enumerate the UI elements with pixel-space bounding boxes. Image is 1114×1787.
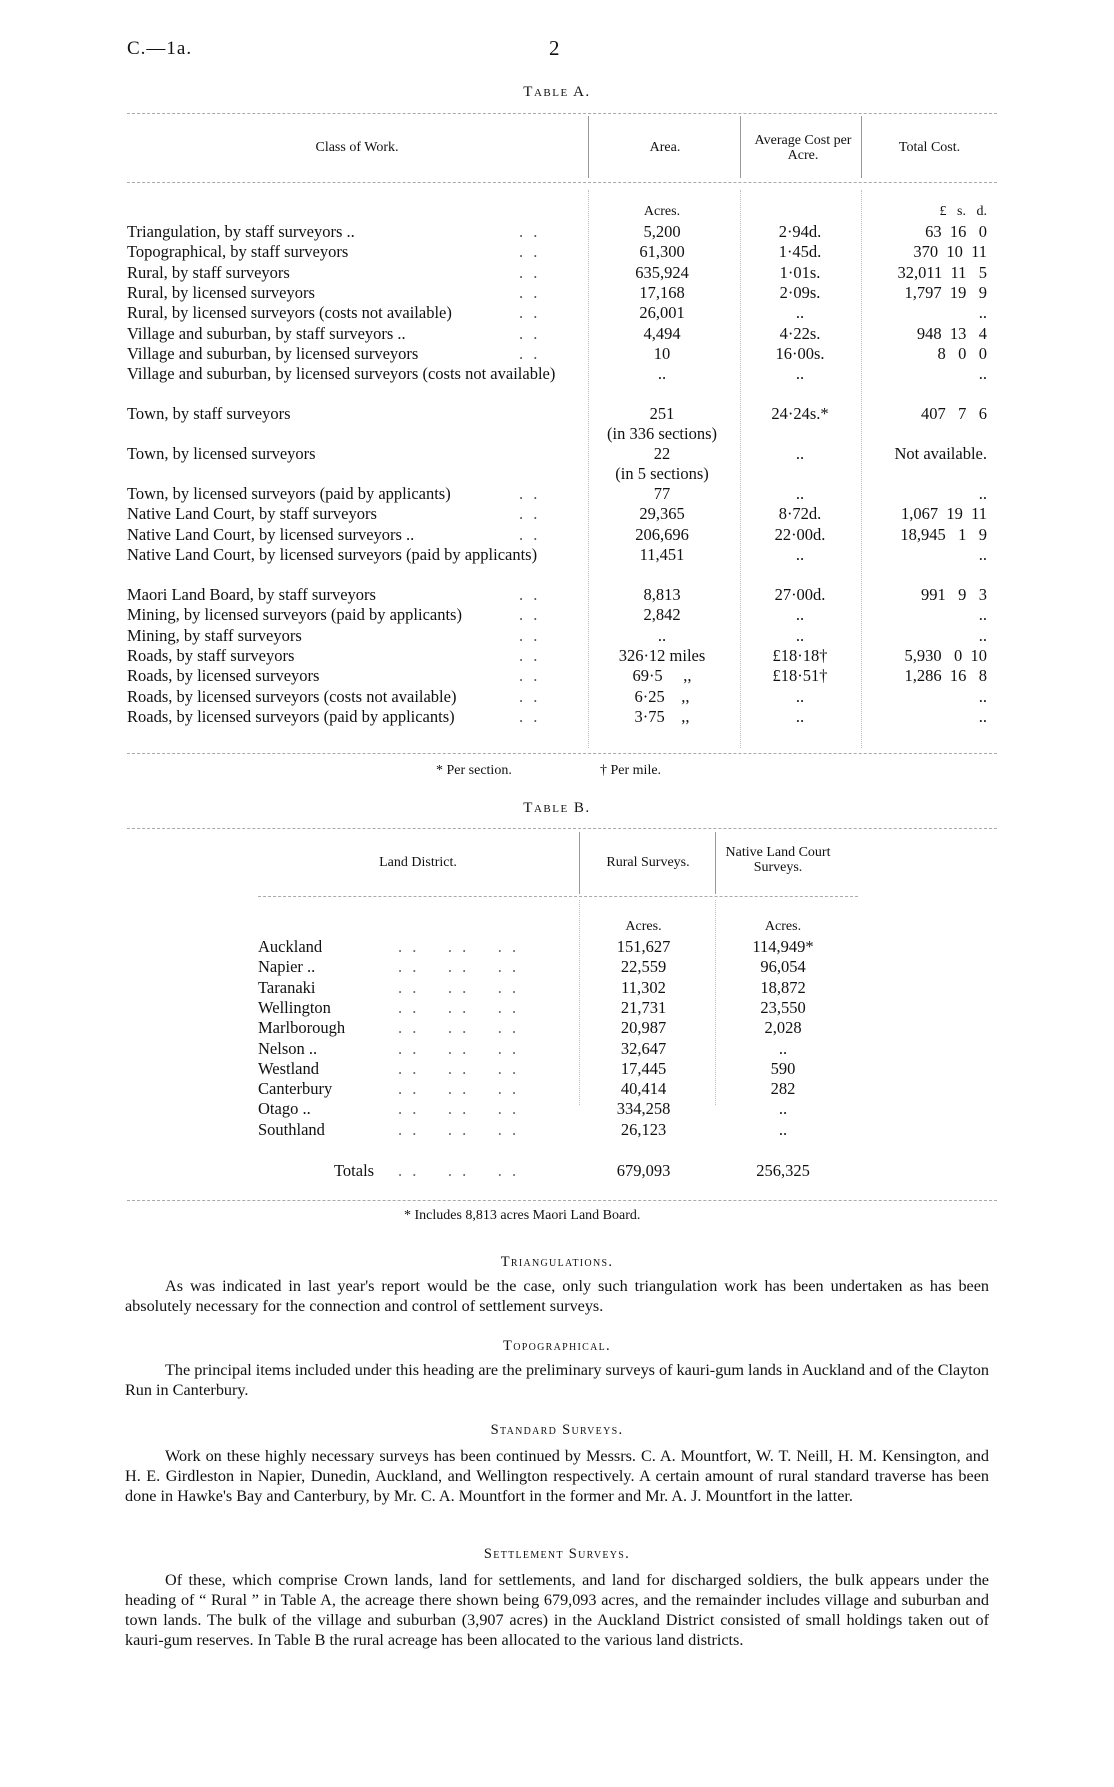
total-cost: 8 0 0 xyxy=(937,343,987,363)
area-value: 6·25 ,, xyxy=(634,686,690,706)
area-value: 26,001 xyxy=(639,303,685,323)
area-value: 5,200 xyxy=(643,222,681,241)
rural-surveys-value: 334,258 xyxy=(616,1099,671,1119)
rural-surveys-value: 32,647 xyxy=(620,1038,667,1058)
leader-dots: . . xyxy=(519,585,541,604)
area-value: 206,696 xyxy=(635,524,689,544)
class-of-work: Village and suburban, by licensed surveyors (costs not available) xyxy=(127,364,556,384)
table-a-row xyxy=(127,303,997,323)
area-value: 61,300 xyxy=(639,242,685,262)
area-value: 326·12 miles xyxy=(618,645,706,665)
class-of-work: Roads, by staff surveyors xyxy=(127,645,295,665)
table-b-header-rural: Rural Surveys. xyxy=(606,855,690,870)
table-a-row xyxy=(127,545,997,565)
class-of-work: Mining, by staff surveyors xyxy=(127,625,302,645)
rural-surveys-value: 20,987 xyxy=(620,1018,667,1038)
total-cost: 32,011 11 5 xyxy=(897,262,987,282)
class-of-work: Native Land Court, by licensed surveyors (paid by applicants) xyxy=(127,545,538,564)
rural-surveys-value: 26,123 xyxy=(620,1119,667,1139)
table-a-row xyxy=(127,646,997,666)
native-unit: Acres. xyxy=(764,919,802,934)
table-a-row xyxy=(127,222,997,242)
leader-dots: . . xyxy=(519,645,541,665)
total-cost: 1,797 19 9 xyxy=(904,282,987,302)
table-b-row xyxy=(258,937,858,957)
leader-dots: . . . . . . xyxy=(398,1018,520,1038)
leader-dots: . . . . . . xyxy=(398,1099,520,1119)
paragraph-standard-surveys: Work on these highly necessary surveys has been continued by Messrs. C. A. Mountfort, W. T. Neill, H. M. Kensington, and H. E. Girdleston in Napier, Dunedin, Auckland, and Wellington respectively. A certain amount of rural standard traverse has been done in Hawke's Bay and Canterbury, by Mr. C. A. Mountfort in the former and Mr. A. J. Mountfort in the latter. xyxy=(125,1447,989,1505)
average-cost: 16·00s. xyxy=(775,343,825,363)
rural-surveys-value: 40,414 xyxy=(620,1079,667,1099)
leader-dots: . . xyxy=(519,282,541,302)
leader-dots: . . . . . . xyxy=(398,997,520,1017)
native-land-court-value: .. xyxy=(778,1038,788,1058)
leader-dots: . . . . . . xyxy=(398,957,520,977)
table-b-divider-1 xyxy=(579,832,580,894)
total-cost: 18,945 1 9 xyxy=(900,524,987,544)
table-a-row xyxy=(127,687,997,707)
table-b-row xyxy=(258,1018,858,1038)
table-b-units-row xyxy=(258,917,858,937)
rural-unit: Acres. xyxy=(625,919,662,934)
class-of-work: Town, by licensed surveyors xyxy=(127,444,316,464)
leader-dots: . . xyxy=(519,484,541,504)
leader-dots: . . xyxy=(519,343,541,363)
leader-dots: . . xyxy=(519,262,541,282)
leader-dots: . . xyxy=(519,625,541,645)
leader-dots: . . . . . . xyxy=(398,1119,520,1139)
table-b-footnote: * Includes 8,813 acres Maori Land Board. xyxy=(404,1208,641,1223)
total-cost: .. xyxy=(978,364,987,384)
total-cost: Not available. xyxy=(894,444,987,464)
rural-surveys-value: 11,302 xyxy=(621,977,666,997)
area-value: 77 xyxy=(653,484,671,504)
table-b-row xyxy=(258,1059,858,1079)
table-b-row xyxy=(258,1120,858,1140)
leader-dots: . . xyxy=(519,686,541,706)
table-a-row xyxy=(127,707,997,727)
area-value: .. xyxy=(657,625,667,645)
average-cost: .. xyxy=(795,545,805,564)
average-cost: 2·94d. xyxy=(778,222,822,241)
class-of-work: Native Land Court, by staff surveyors xyxy=(127,504,377,524)
totals-label: Totals xyxy=(334,1161,375,1180)
table-a-row xyxy=(127,605,997,625)
land-district: Taranaki xyxy=(258,977,316,997)
heading-settlement-surveys: Settlement Surveys. xyxy=(483,1546,631,1562)
leader-dots: . . xyxy=(519,323,541,343)
class-of-work: Rural, by licensed surveyors (costs not available) xyxy=(127,303,452,323)
land-district: Napier .. xyxy=(258,957,316,977)
table-b-caption: Table B. xyxy=(523,800,591,816)
table-a-row xyxy=(127,484,997,504)
footnote-per-section: * Per section. xyxy=(436,763,512,778)
table-b-totals-row xyxy=(258,1161,858,1181)
average-cost: .. xyxy=(795,303,805,323)
page-number: 2 xyxy=(549,36,560,60)
area-value: 17,168 xyxy=(639,282,685,302)
table-a-row xyxy=(127,242,997,262)
total-cost: 991 9 3 xyxy=(921,585,987,604)
total-cost: 407 7 6 xyxy=(921,404,987,424)
table-a-units-row xyxy=(127,202,997,222)
table-b-row xyxy=(258,978,858,998)
land-district: Southland xyxy=(258,1119,325,1139)
class-of-work: Roads, by licensed surveyors xyxy=(127,666,320,686)
table-a-row xyxy=(127,504,997,524)
total-cost: .. xyxy=(978,484,987,504)
table-b-header-native: Native Land Court Surveys. xyxy=(725,845,831,875)
native-land-court-value: 590 xyxy=(770,1058,796,1078)
class-of-work: Roads, by licensed surveyors (costs not available) xyxy=(127,686,457,706)
table-a-divider-2 xyxy=(740,116,741,178)
class-of-work: Rural, by staff surveyors xyxy=(127,262,290,282)
class-of-work: Roads, by licensed surveyors (paid by applicants) xyxy=(127,706,455,726)
heading-triangulations: Triangulations. xyxy=(500,1254,614,1270)
leader-dots: . . xyxy=(519,222,541,241)
area-sections: (in 336 sections) xyxy=(607,424,717,444)
native-land-court-value: .. xyxy=(778,1099,788,1119)
leader-dots: . . xyxy=(519,706,541,726)
class-of-work: Maori Land Board, by staff surveyors xyxy=(127,585,376,604)
land-district: Otago .. xyxy=(258,1099,311,1119)
leader-dots: . . xyxy=(519,504,541,524)
land-district: Marlborough xyxy=(258,1018,346,1038)
table-a-row xyxy=(127,404,997,444)
totals-native: 256,325 xyxy=(756,1161,810,1180)
class-of-work: Town, by staff surveyors xyxy=(127,404,291,424)
class-of-work: Topographical, by staff surveyors xyxy=(127,242,349,262)
table-a-row xyxy=(127,364,997,384)
heading-topographical: Topographical. xyxy=(503,1338,611,1354)
area-value: 8,813 xyxy=(643,585,681,604)
native-land-court-value: .. xyxy=(778,1119,788,1139)
average-cost: .. xyxy=(795,364,805,384)
table-a-header-class: Class of Work. xyxy=(315,140,399,155)
totals-rural: 679,093 xyxy=(616,1161,671,1180)
land-district: Westland xyxy=(258,1058,319,1078)
document-reference: C.—1a. xyxy=(127,38,193,59)
table-a-row xyxy=(127,324,997,344)
table-a-row xyxy=(127,666,997,686)
table-a-row xyxy=(127,525,997,545)
area-value: 29,365 xyxy=(639,504,685,524)
table-a-header-rule xyxy=(127,182,997,183)
total-cost: .. xyxy=(978,303,987,323)
average-cost: .. xyxy=(795,484,805,504)
leader-dots: . . xyxy=(519,605,541,625)
area-value: 69·5 ,, xyxy=(632,666,692,686)
total-cost: 5,930 0 10 xyxy=(904,645,987,665)
average-cost: 24·24s.* xyxy=(771,404,829,424)
table-b-divider-2 xyxy=(715,832,716,894)
native-land-court-value: 18,872 xyxy=(760,977,806,997)
table-b-bottom-rule xyxy=(127,1200,997,1201)
total-cost: 63 16 0 xyxy=(925,222,987,241)
class-of-work: Rural, by licensed surveyors xyxy=(127,282,315,302)
table-b-row xyxy=(258,1039,858,1059)
total-unit: £ s. d. xyxy=(939,204,987,219)
area-value: 22 xyxy=(653,444,671,464)
leader-dots: . . . . . . xyxy=(398,937,520,956)
paragraph-triangulations: As was indicated in last year's report would be the case, only such triangulation work has been undertaken as has been absolutely necessary for the connection and control of settlement surveys. xyxy=(125,1277,989,1315)
area-value: 635,924 xyxy=(635,262,689,282)
table-a-header-avg: Average Cost per Acre. xyxy=(754,133,852,163)
total-cost: .. xyxy=(978,625,987,645)
leader-dots: . . . . . . xyxy=(398,1038,520,1058)
class-of-work: Village and suburban, by licensed surveyors xyxy=(127,343,419,363)
average-cost: .. xyxy=(795,625,805,645)
average-cost: 22·00d. xyxy=(774,524,826,544)
table-b-row xyxy=(258,1099,858,1119)
paragraph-topographical: The principal items included under this heading are the preliminary surveys of kauri-gum lands in Auckland and of the Clayton Run in Canterbury. xyxy=(125,1361,989,1399)
native-land-court-value: 2,028 xyxy=(764,1018,802,1038)
leader-dots: . . xyxy=(519,303,541,323)
native-land-court-value: 96,054 xyxy=(760,957,806,977)
class-of-work: Town, by licensed surveyors (paid by applicants) xyxy=(127,484,451,504)
average-cost: 1·01s. xyxy=(779,262,821,282)
table-b-header-rule xyxy=(258,896,858,897)
table-a-row xyxy=(127,444,997,484)
area-value: .. xyxy=(657,364,667,384)
total-cost: .. xyxy=(978,545,987,564)
total-cost: .. xyxy=(978,686,987,706)
native-land-court-value: 282 xyxy=(770,1079,796,1099)
total-cost: .. xyxy=(978,706,987,726)
table-a-header-area: Area. xyxy=(649,140,681,155)
total-cost: 1,067 19 11 xyxy=(900,504,987,524)
table-a-row xyxy=(127,626,997,646)
average-cost: .. xyxy=(795,605,805,625)
area-value: 3·75 ,, xyxy=(634,706,690,726)
total-cost: .. xyxy=(978,605,987,625)
table-b-row xyxy=(258,1079,858,1099)
footnote-per-mile: † Per mile. xyxy=(600,763,662,778)
area-value: 251 xyxy=(649,404,675,424)
average-cost: 2·09s. xyxy=(779,282,821,302)
area-value: 4,494 xyxy=(643,323,681,343)
rural-surveys-value: 151,627 xyxy=(616,937,671,956)
average-cost: 1·45d. xyxy=(778,242,822,262)
average-cost: .. xyxy=(795,686,805,706)
class-of-work: Native Land Court, by licensed surveyors .. xyxy=(127,524,415,544)
leader-dots: . . xyxy=(519,666,541,686)
native-land-court-value: 114,949* xyxy=(752,937,814,956)
rural-surveys-value: 21,731 xyxy=(620,997,667,1017)
area-unit: Acres. xyxy=(643,204,681,219)
total-cost: 370 10 11 xyxy=(913,242,987,262)
class-of-work: Triangulation, by staff surveyors .. xyxy=(127,222,355,241)
table-b-header-district: Land District. xyxy=(379,855,457,870)
total-cost: 948 13 4 xyxy=(916,323,987,343)
native-land-court-value: 23,550 xyxy=(760,997,806,1017)
table-a-top-rule xyxy=(127,113,997,114)
table-a-row xyxy=(127,344,997,364)
heading-standard-surveys: Standard Surveys. xyxy=(490,1422,624,1438)
class-of-work: Mining, by licensed surveyors (paid by applicants) xyxy=(127,605,462,625)
area-sections: (in 5 sections) xyxy=(615,464,709,484)
table-a-bottom-rule xyxy=(127,753,997,754)
average-cost: £18·51† xyxy=(772,666,828,686)
leader-dots: . . . . . . xyxy=(398,977,520,997)
table-a-caption: Table A. xyxy=(523,84,591,100)
area-value: 11,451 xyxy=(639,545,685,564)
land-district: Auckland xyxy=(258,937,323,956)
table-b-row xyxy=(258,998,858,1018)
class-of-work: Village and suburban, by staff surveyors .. xyxy=(127,323,406,343)
table-a-header-total: Total Cost. xyxy=(898,140,961,155)
rural-surveys-value: 17,445 xyxy=(620,1058,667,1078)
rural-surveys-value: 22,559 xyxy=(620,957,667,977)
table-b-row xyxy=(258,957,858,977)
area-value: 2,842 xyxy=(643,605,681,625)
leader-dots: . . xyxy=(519,242,541,262)
leader-dots: . . . . . . xyxy=(398,1079,520,1099)
table-a-divider-1 xyxy=(588,116,589,178)
average-cost: £18·18† xyxy=(772,645,828,665)
average-cost: 27·00d. xyxy=(774,585,826,604)
land-district: Canterbury xyxy=(258,1079,333,1099)
leader-dots: . . xyxy=(519,524,541,544)
table-b-top-rule xyxy=(127,828,997,829)
average-cost: .. xyxy=(795,444,805,464)
average-cost: 8·72d. xyxy=(778,504,822,524)
table-a-row xyxy=(127,585,997,605)
land-district: Nelson .. xyxy=(258,1038,318,1058)
average-cost: 4·22s. xyxy=(779,323,821,343)
table-a-row xyxy=(127,263,997,283)
land-district: Wellington xyxy=(258,997,331,1017)
leader-dots: . . . . . . xyxy=(398,1161,520,1180)
average-cost: .. xyxy=(795,706,805,726)
table-a-row xyxy=(127,283,997,303)
leader-dots: . . . . . . xyxy=(398,1058,520,1078)
total-cost: 1,286 16 8 xyxy=(904,666,987,686)
paragraph-settlement-surveys: Of these, which comprise Crown lands, land for settlements, and land for discharged soldiers, the bulk appears under the heading of “ Rural ” in Table A, the acreage there shown being 679,093 acres, and the remainder includes village and suburban and town lands. The bulk of the village and suburban (3,907 acres) in the Auckland District consisted of small holdings taken out of kauri-gum reserves. In Table B the rural acreage has been allocated to the various land districts. xyxy=(125,1571,989,1649)
area-value: 10 xyxy=(653,343,671,363)
